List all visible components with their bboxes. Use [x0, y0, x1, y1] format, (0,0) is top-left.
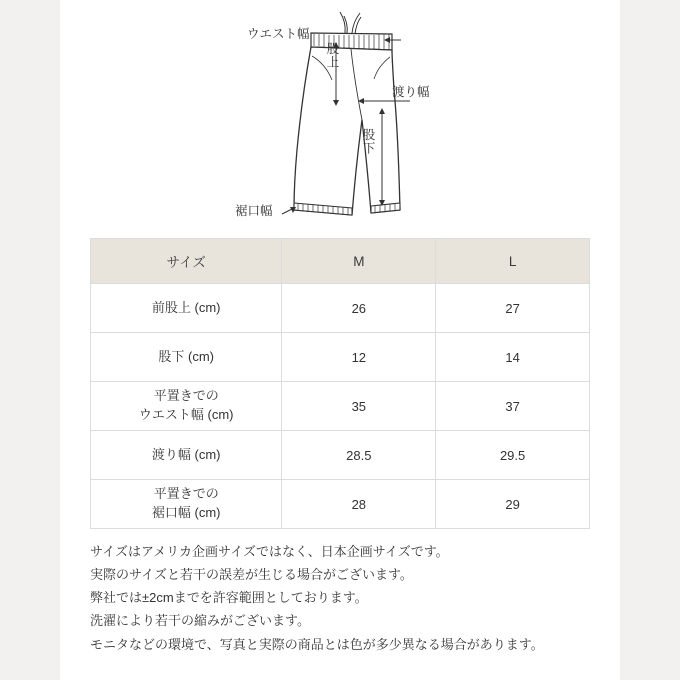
cell-inseam-l: 14 [436, 333, 590, 382]
row-label-waist-width-line2: ウエスト幅 (cm) [138, 407, 234, 422]
row-label-thigh-width: 渡り幅 (cm) [91, 431, 282, 480]
cell-inseam-m: 12 [282, 333, 436, 382]
cell-thigh-width-m: 28.5 [282, 431, 436, 480]
table-row [91, 480, 590, 529]
label-thigh-width: 渡り幅 [392, 85, 430, 99]
right-margin-band [620, 0, 680, 680]
cell-hem-width-l: 29 [436, 480, 590, 529]
row-label-waist-width [91, 382, 282, 431]
label-hem-width: 裾口幅 [235, 204, 273, 218]
size-table-head [91, 239, 590, 284]
header-m: M [282, 239, 436, 284]
cell-thigh-width-l: 29.5 [436, 431, 590, 480]
table-row [91, 382, 590, 431]
label-rise: 股上 [325, 42, 339, 69]
size-table [90, 238, 590, 529]
row-label-front-rise: 前股上 (cm) [91, 284, 282, 333]
cell-front-rise-l: 27 [436, 284, 590, 333]
row-label-hem-width-line1: 平置きでの [153, 486, 219, 502]
header-size: サイズ [91, 239, 282, 284]
row-label-inseam: 股下 (cm) [91, 333, 282, 382]
table-row [91, 284, 590, 333]
cell-front-rise-m: 26 [282, 284, 436, 333]
notes-block [90, 540, 610, 656]
note-line-3: 弊社では±2cmまでを許容範囲としております。 [90, 590, 368, 606]
label-inseam: 股下 [361, 128, 375, 155]
header-l: L [436, 239, 590, 284]
note-line-2: 実際のサイズと若干の誤差が生じる場合がございます。 [90, 567, 413, 583]
table-header-row [91, 239, 590, 284]
row-label-waist-width-line1: 平置きでの [153, 388, 219, 404]
pants-measurement-diagram [60, 0, 620, 238]
left-margin-band [0, 0, 60, 680]
row-label-hem-width-line2: 裾口幅 (cm) [151, 505, 221, 520]
cell-waist-width-m: 35 [282, 382, 436, 431]
note-line-4: 洗濯により若干の縮みがございます。 [90, 613, 310, 629]
note-line-5: モニタなどの環境で、写真と実際の商品とは色が多少異なる場合があります。 [90, 636, 544, 652]
note-line-1: サイズはアメリカ企画サイズではなく、日本企画サイズです。 [90, 544, 449, 559]
pants-illustration [60, 0, 620, 238]
table-row [91, 431, 590, 480]
cell-waist-width-l: 37 [436, 382, 590, 431]
cell-hem-width-m: 28 [282, 480, 436, 529]
row-label-hem-width [91, 480, 282, 529]
size-table-body [91, 284, 590, 529]
label-waist-width: ウエスト幅 [247, 27, 310, 41]
table-row [91, 333, 590, 382]
